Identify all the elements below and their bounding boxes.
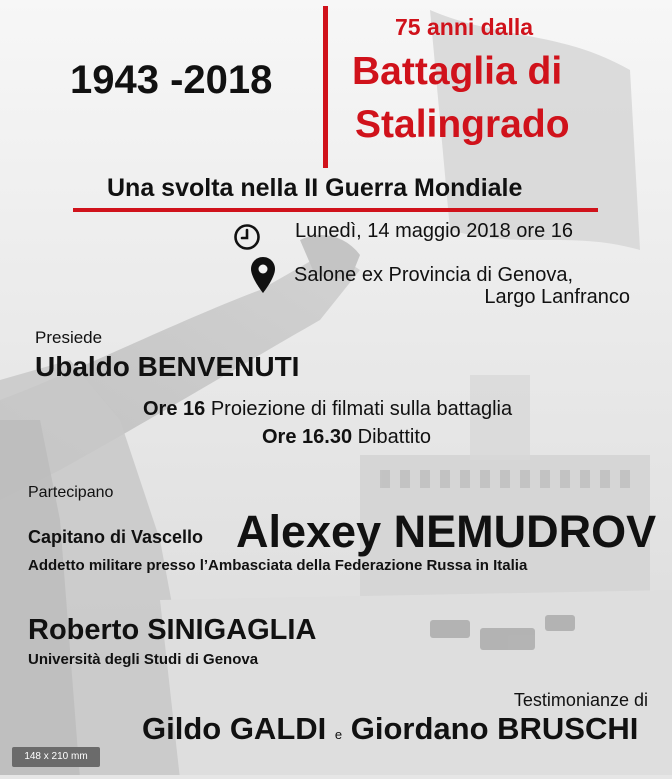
clock-icon (232, 222, 262, 252)
title-divider-vertical (323, 6, 328, 168)
venue-address: Largo Lanfranco (484, 286, 630, 308)
witness-name: Gildo GALDI (142, 711, 327, 746)
location-pin-icon (250, 256, 276, 294)
schedule-text: Dibattito (352, 426, 432, 448)
event-years: 1943 -2018 (70, 58, 273, 102)
chair-name: Ubaldo BENVENUTI (35, 351, 300, 382)
witness-name: Giordano BRUSCHI (350, 711, 639, 746)
subtitle: Una svolta nella II Guerra Mondiale (107, 174, 523, 202)
schedule-time: Ore 16 (143, 398, 206, 420)
venue-name: Salone ex Provincia di Genova, (294, 264, 574, 286)
speaker-affiliation: Università degli Studi di Genova (28, 651, 259, 668)
schedule-time: Ore 16.30 (262, 426, 353, 448)
page-size-badge: 148 x 210 mm (12, 747, 100, 767)
speaker-name: Alexey NEMUDROV (236, 506, 657, 557)
schedule-item (262, 426, 431, 449)
schedule-text: Proiezione di filmati sulla battaglia (205, 398, 513, 420)
anniversary-line: 75 anni dalla (395, 14, 534, 40)
speaker-rank: Capitano di Vascello (28, 527, 204, 547)
speaker-name: Roberto SINIGAGLIA (28, 614, 317, 646)
participants-label: Partecipano (28, 484, 114, 501)
conjunction: e (334, 727, 343, 742)
testimonies-label: Testimonianze di (513, 690, 648, 710)
schedule-item (143, 398, 512, 421)
chair-label: Presiede (35, 328, 103, 347)
speaker-role: Addetto militare presso l’Ambasciata della Federazione Russa in Italia (28, 557, 528, 574)
witnesses-line (142, 711, 638, 747)
title-line-battaglia: Battaglia di (352, 50, 563, 93)
title-divider-horizontal (73, 208, 598, 212)
event-date: Lunedì, 14 maggio 2018 ore 16 (295, 220, 573, 242)
title-line-stalingrado: Stalingrado (355, 103, 570, 146)
bottom-border (0, 775, 672, 779)
